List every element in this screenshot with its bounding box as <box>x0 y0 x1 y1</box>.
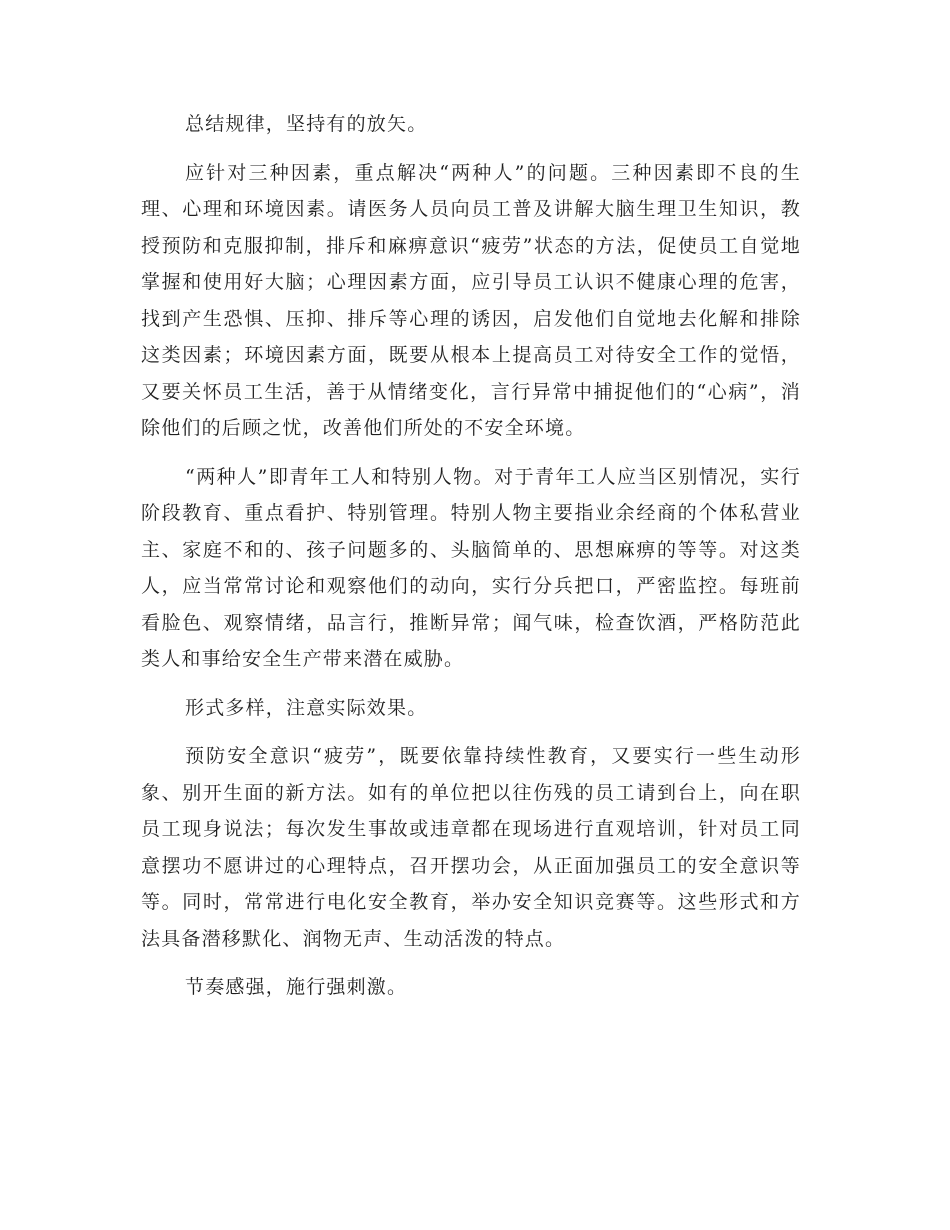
paragraph-prevention-methods: 预防安全意识“疲劳”，既要依靠持续性教育，又要实行一些生动形象、别开生面的新方法。如有的单位把以往伤残的员工请到台上，向在职员工现身说法；每次发生事故或违章都在现场进行直观培训，针对员工同意摆功不愿讲过的心理特点，召开摆功会，从正面加强员工的安全意识等等。同时，常常进行电化安全教育，举办安全知识竞赛等。这些形式和方法具备潜移默化、润物无声、生动活泼的特点。 <box>141 745 801 950</box>
paragraph-three-factors: 应针对三种因素，重点解决“两种人”的问题。三种因素即不良的生理、心理和环境因素。请医务人员向员工普及讲解大脑生理卫生知识，教授预防和克服抑制，排斥和麻痹意识“疲劳”状态的方法，促使员工自觉地掌握和使用好大脑；心理因素方面，应引导员工认识不健康心理的危害，找到产生恐惧、压抑、排斥等心理的诱因，启发他们自觉地去化解和排除这类因素；环境因素方面，既要从根本上提高员工对待安全工作的觉悟，又要关怀员工生活，善于从情绪变化，言行异常中捕捉他们的“心病”，消除他们的后顾之忧，改善他们所处的不安全环境。 <box>141 161 801 439</box>
document-body <box>141 106 801 1018</box>
section-heading-3: 节奏感强，施行强刺激。 <box>185 976 408 998</box>
paragraph-two-kinds-of-people: “两种人”即青年工人和特别人物。对于青年工人应当区别情况，实行阶段教育、重点看护、特别管理。特别人物主要指业余经商的个体私营业主、家庭不和的、孩子问题多的、头脑简单的、思想麻痹的等等。对这类人，应当常常讨论和观察他们的动向，实行分兵把口，严密监控。每班前看脸色、观察情绪，品言行，推断异常；闻气味，检查饮酒，严格防范此类人和事给安全生产带来潜在威胁。 <box>141 465 801 670</box>
section-heading-1: 总结规律，坚持有的放矢。 <box>185 113 428 135</box>
section-heading-2: 形式多样，注意实际效果。 <box>185 696 428 719</box>
